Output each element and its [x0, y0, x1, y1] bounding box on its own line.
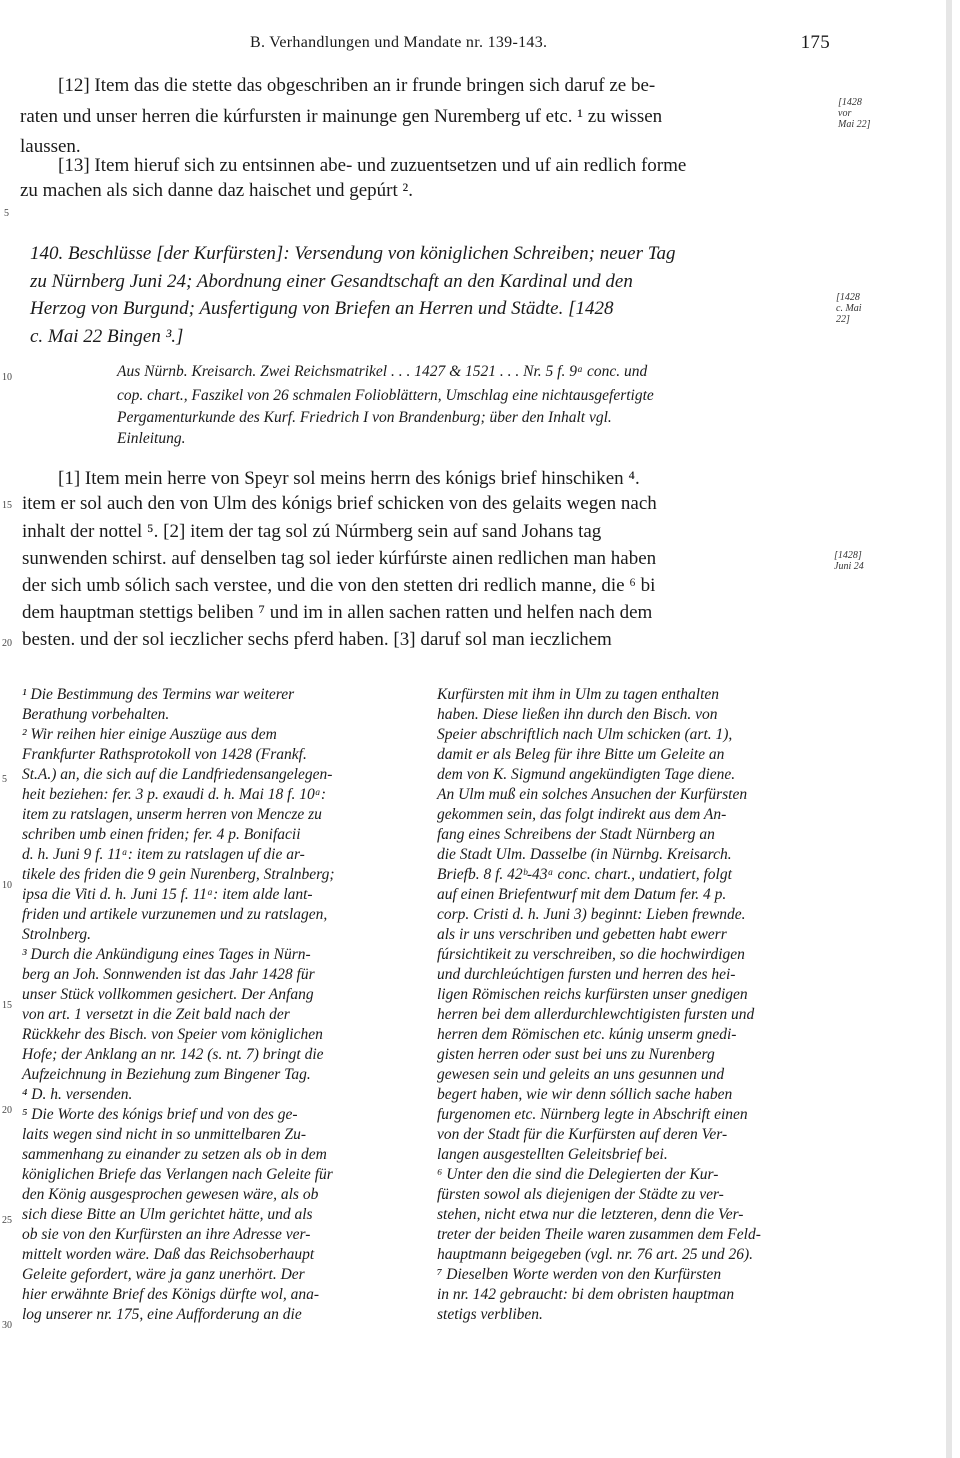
source-line: Pergamenturkunde des Kurf. Friedrich I von Brandenburg; über den Inhalt vgl.: [117, 409, 612, 426]
source-line: Aus Nürnb. Kreisarch. Zwei Reichsmatrikel . . . 1427 & 1521 . . . Nr. 5 f. 9ᵃ conc. und: [117, 363, 648, 380]
footnote-line: und durchleúchtigen fursten und herren des hei-: [437, 966, 736, 983]
line-number: 20: [2, 1105, 12, 1116]
margin-note: [1428 vor Mai 22]: [838, 97, 871, 130]
footnote-line: damit er als Beleg für ihre Bitte um Geleite an: [437, 746, 725, 763]
footnote-line: ³ Durch die Ankündigung eines Tages in Nürn-: [22, 946, 311, 963]
footnote-line: herren bei dem allerdurchlewchtigisten fursten und: [437, 1006, 755, 1023]
line-number: 5: [4, 208, 9, 219]
footnote-line: stetigs verbliben.: [437, 1306, 543, 1323]
footnote-line: ⁴ D. h. versenden.: [22, 1086, 133, 1103]
footnote-line: corp. Cristi d. h. Juni 3) beginnt: Lieben frewnde.: [437, 906, 746, 923]
footnote-line: hauptmann beigegeben (vgl. nr. 76 art. 25 und 26).: [437, 1246, 753, 1263]
footnote-line: hier erwähnte Brief des Königs dürfte wol, ana-: [22, 1286, 320, 1303]
page-number: 175: [800, 32, 830, 53]
footnote-line: von der Stadt für die Kurfürsten auf deren Ver-: [437, 1126, 728, 1143]
footnote-line: Rückkehr des Bisch. von Speier vom königlichen: [22, 1026, 323, 1043]
footnote-line: begert haben, wie wir denn sóllich sache haben: [437, 1086, 733, 1103]
source-line: Einleitung.: [117, 430, 186, 447]
margin-note: [1428] Juni 24: [834, 550, 864, 572]
footnote-line: ² Wir reihen hier einige Auszüge aus dem: [22, 726, 277, 743]
footnote-line: herren dem Römischen etc. kúnig unserm gnedi-: [437, 1026, 737, 1043]
heading-line: Herzog von Burgund; Ausfertigung von Briefen an Herren und Städte. [1428: [30, 298, 614, 319]
scan-edge: [946, 0, 952, 1458]
line-number: 10: [2, 372, 12, 383]
footnote-line: schriben umb einen friden; fer. 4 p. Bonifacii: [22, 826, 301, 843]
footnote-line: von art. 1 versetzt in die Zeit bald nach der: [22, 1006, 290, 1023]
footnote-line: fang eines Schreibens der Stadt Nürnberg an: [437, 826, 715, 843]
footnote-line: Strolnberg.: [22, 926, 92, 943]
footnote-line: ¹ Die Bestimmung des Termins war weiterer: [22, 686, 295, 703]
footnote-line: die Stadt Ulm. Dasselbe (in Nürnbg. Kreisarch.: [437, 846, 732, 863]
margin-note: [1428 c. Mai 22]: [836, 292, 862, 325]
footnote-line: log unserer nr. 175, eine Aufforderung an die: [22, 1306, 302, 1323]
body-line: item er sol auch den von Ulm des kónigs brief schicken von des gelaits wegen nach: [22, 493, 657, 514]
body-line: besten. und der sol ieczlicher sechs pferd haben. [3] daruf sol man ieczlichem: [22, 629, 612, 650]
footnote-line: gekommen sein, das folgt indirekt aus dem An-: [437, 806, 727, 823]
footnote-line: fürsten sowol als diejenigen der Städte zu ver-: [437, 1186, 724, 1203]
footnote-line: An Ulm muß ein solches Ansuchen der Kurfürsten: [437, 786, 748, 803]
footnote-line: ob sie von den Kurfürsten an ihre Adresse ver-: [22, 1226, 311, 1243]
footnote-line: ipsa die Viti d. h. Juni 15 f. 11ᵃ: item alde lant-: [22, 886, 313, 903]
footnote-line: furgenomen etc. Nürnberg legte in Abschrift einen: [437, 1106, 748, 1123]
source-line: cop. chart., Faszikel von 26 schmalen Folioblättern, Umschlag eine nichtausgefertigte: [117, 387, 654, 404]
footnote-line: treter der beiden Theile waren zusammen dem Feld-: [437, 1226, 761, 1243]
line-number: 30: [2, 1320, 12, 1331]
body-line: sunwenden schirst. auf denselben tag sol ieder kúrfúrste ainen redlichen man haben: [22, 548, 657, 569]
footnote-line: tikele des friden die 9 gein Nurenberg, Stralnberg;: [22, 866, 335, 883]
line-number: 15: [2, 500, 12, 511]
line-number: 25: [2, 1215, 12, 1226]
line-number: 5: [2, 774, 7, 785]
running-head: B. Verhandlungen und Mandate nr. 139-143.: [250, 34, 548, 51]
footnote-line: dem von K. Sigmund angekündigten Tage diene.: [437, 766, 736, 783]
footnote-line: auf einen Briefentwurf mit dem Datum fer. 4 p.: [437, 886, 727, 903]
footnote-line: laits wegen sind nicht in so unmittelbaren Zu-: [22, 1126, 307, 1143]
footnote-line: ⁵ Die Worte des kónigs brief und von des ge-: [22, 1106, 298, 1123]
footnote-line: haben. Diese ließen ihn durch den Bisch. von: [437, 706, 718, 723]
body-line: dem hauptman stettigs beliben ⁷ und im in allen sachen ratten und helfen nach dem: [22, 602, 653, 623]
footnote-line: königlichen Briefe das Verlangen nach Geleite für: [22, 1166, 333, 1183]
footnote-line: sammenhang zu einander zu setzen als ob in dem: [22, 1146, 327, 1163]
footnote-line: item zu ratslagen, unserm herren von Mencze zu: [22, 806, 322, 823]
footnote-line: d. h. Juni 9 f. 11ᵃ: item zu ratslagen uf die ar-: [22, 846, 305, 863]
footnote-line: ligen Römischen reichs kurfürsten unser gnedigen: [437, 986, 748, 1003]
body-line: inhalt der nottel ⁵. [2] item der tag sol zú Núrmberg sein auf sand Johans tag: [22, 521, 602, 542]
footnote-line: in nr. 142 gebraucht: bi dem obristen hauptman: [437, 1286, 735, 1303]
text-line: laussen.: [20, 136, 81, 157]
footnote-line: berg an Joh. Sonnwenden ist das Jahr 1428 für: [22, 966, 315, 983]
line-number: 10: [2, 880, 12, 891]
footnote-line: Kurfürsten mit ihm in Ulm zu tagen enthalten: [437, 686, 720, 703]
text-line: zu machen als sich danne daz haischet und gepúrt ².: [20, 180, 413, 201]
footnote-line: Hofe; der Anklang an nr. 142 (s. nt. 7) bringt die: [22, 1046, 324, 1063]
footnote-line: stehen, nicht etwa nur die letzteren, denn die Ver-: [437, 1206, 744, 1223]
footnote-line: friden und artikele vurzunemen und zu ratslagen,: [22, 906, 328, 923]
text-line: raten und unser herren die kúrfursten ir mainunge gen Nuremberg uf etc. ¹ zu wissen: [20, 106, 663, 127]
footnote-line: den König ausgesprochen gewesen wäre, als ob: [22, 1186, 319, 1203]
page-header: [250, 34, 830, 56]
footnote-line: Berathung vorbehalten.: [22, 706, 170, 723]
heading-line: 140. Beschlüsse [der Kurfürsten]: Versendung von königlichen Schreiben; neuer Tag: [30, 243, 676, 264]
footnote-line: heit beziehen: fer. 3 p. exaudi d. h. Mai 18 f. 10ᵃ:: [22, 786, 327, 803]
footnote-line: gewesen sein und geleits an uns gesunnen und: [437, 1066, 725, 1083]
footnote-line: Aufzeichnung in Beziehung zum Bingener Tag.: [22, 1066, 311, 1083]
line-number: 15: [2, 1000, 12, 1011]
footnote-line: mittelt worden wäre. Daß das Reichsoberhaupt: [22, 1246, 315, 1263]
line-number: 20: [2, 638, 12, 649]
footnote-line: fúrsichtikeit zu verschreiben, so die hochwirdigen: [437, 946, 745, 963]
footnote-line: St.A.) an, die sich auf die Landfriedensangelegen-: [22, 766, 333, 783]
footnote-line: ⁶ Unter den die sind die Delegierten der Kur-: [437, 1166, 719, 1183]
footnote-line: Frankfurter Rathsprotokoll von 1428 (Frankf.: [22, 746, 307, 763]
footnote-line: gisten herren oder sust bei uns zu Nurenberg: [437, 1046, 715, 1063]
body-line: [1] Item mein herre von Speyr sol meins herrn des kónigs brief hinschiken ⁴.: [58, 468, 640, 489]
footnote-line: Briefb. 8 f. 42ᵇ-43ᵃ conc. chart., undatiert, folgt: [437, 866, 732, 883]
footnote-line: ⁷ Dieselben Worte werden von den Kurfürsten: [437, 1266, 722, 1283]
heading-line: c. Mai 22 Bingen ³.]: [30, 326, 184, 347]
text-line: [12] Item das die stette das obgeschriben an ir frunde bringen sich daruf ze be-: [58, 75, 656, 96]
text-line: [13] Item hieruf sich zu entsinnen abe- und zuzuentsetzen und uf ain redlich forme: [58, 155, 687, 176]
footnote-line: unser Stück vollkommen gesichert. Der Anfang: [22, 986, 314, 1003]
footnote-line: als ir uns verschriben und gebetten habt ewerr: [437, 926, 727, 943]
footnote-line: Speier abschriftlich nach Ulm schicken (art. 1),: [437, 726, 733, 743]
heading-line: zu Nürnberg Juni 24; Abordnung einer Gesandtschaft an den Kardinal und den: [30, 271, 633, 292]
footnote-line: Geleite gefordert, wäre ja ganz unerhört. Der: [22, 1266, 305, 1283]
footnote-line: langen ausgestellten Geleitsbrief bei.: [437, 1146, 668, 1163]
footnote-line: sich diese Bitte an Ulm gerichtet hätte, und als: [22, 1206, 313, 1223]
body-line: der sich umb sólich sach verstee, und die von den stetten dri redlich manne, die ⁶ bi: [22, 575, 656, 596]
